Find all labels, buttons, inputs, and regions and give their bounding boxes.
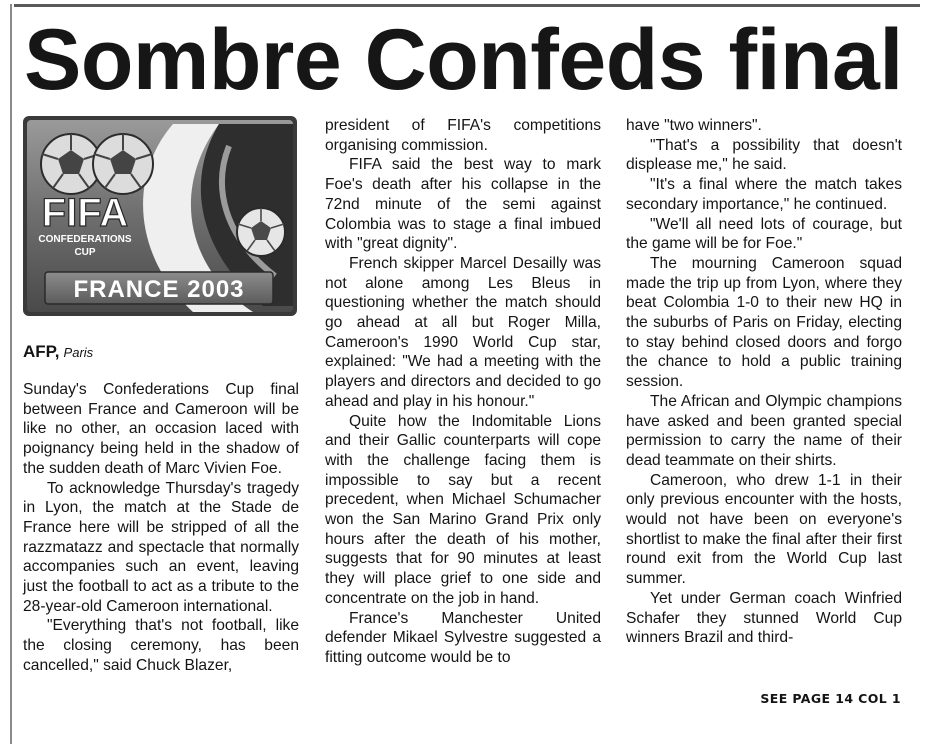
paragraph: "It's a final where the match takes secondary importance," he continued. bbox=[626, 176, 902, 213]
continued-jump-line: SEE PAGE 14 COL 1 bbox=[760, 691, 901, 706]
left-column-rule bbox=[10, 4, 12, 744]
paragraph: Cameroon, who drew 1-1 in their only previous encounter with the hosts, would not have been on everyone's shortlist to make the final after their first round exit from the World Cup last summer. bbox=[626, 471, 902, 588]
headline: Sombre Confeds final bbox=[24, 12, 903, 108]
fifa-confederations-cup-logo bbox=[23, 116, 297, 316]
article-column-2 bbox=[325, 116, 601, 668]
paragraph: French skipper Marcel Desailly was not alone among Les Bleus in questioning whether the match should go ahead at all but Roger Milla, Cameroon's 1990 World Cup star, explained: "We had a meeting with the players and directors and decided to go ahead and play in his honour." bbox=[325, 254, 601, 410]
byline-agency: AFP, bbox=[23, 342, 60, 361]
paragraph: Yet under German coach Winfried Schafer they stunned World Cup winners Brazil and third- bbox=[626, 589, 902, 647]
paragraph: To acknowledge Thursday's tragedy in Lyon, the match at the Stade de France here will be stripped of all the razzmatazz and spectacle that normally accompanies such an event, leaving just the football to act as a tribute to the 28-year-old Cameroon international. bbox=[23, 479, 299, 615]
paragraph: president of FIFA's competitions organising commission. bbox=[325, 117, 601, 154]
logo-wordmark: FIFA bbox=[41, 191, 129, 235]
top-rule bbox=[14, 4, 920, 7]
paragraph: "That's a possibility that doesn't displease me," he said. bbox=[626, 136, 902, 174]
logo-subtitle-line2: CUP bbox=[74, 247, 96, 258]
logo-banner-text: FRANCE 2003 bbox=[73, 276, 245, 303]
football-icon-small bbox=[237, 208, 285, 256]
paragraph: have "two winners". bbox=[626, 117, 762, 134]
paragraph: Sunday's Confederations Cup final between France and Cameroon will be like no other, an occasion laced with poignancy being held in the shadow of the sudden death of Marc Vivien Foe. bbox=[23, 381, 299, 477]
paragraph: Quite how the Indomitable Lions and their Gallic counterparts will cope with the challenge facing them is impossible to say but a recent precedent, when Michael Schumacher won the San Marino Grand Prix only hours after the death of his mother, suggests that for 90 minutes at least they will place grief to one side and concentrate on the job in hand. bbox=[325, 412, 601, 607]
football-icon-right bbox=[93, 134, 153, 194]
article-column-3 bbox=[626, 116, 902, 648]
byline bbox=[23, 342, 93, 363]
paragraph: "We'll all need lots of courage, but the game will be for Foe." bbox=[626, 215, 902, 253]
paragraph: FIFA said the best way to mark Foe's death after his collapse in the 72nd minute of the semi against Colombia was to stage a final imbued with "great dignity". bbox=[325, 156, 601, 253]
article-column-1 bbox=[23, 380, 299, 676]
paragraph: The mourning Cameroon squad made the trip up from Lyon, where they beat Colombia 1-0 to their new HQ in the suburbs of Paris on Friday, electing to stay behind closed doors and forgo the chance to hold a public training session. bbox=[626, 254, 902, 391]
byline-place: Paris bbox=[63, 345, 94, 360]
paragraph: The African and Olympic champions have asked and been granted special permission to carry the name of their dead teammate on their shirts. bbox=[626, 392, 902, 469]
logo-subtitle-line1: CONFEDERATIONS bbox=[38, 234, 132, 245]
paragraph: France's Manchester United defender Mikael Sylvestre suggested a fitting outcome would be to bbox=[325, 609, 601, 666]
logo-graphic bbox=[23, 116, 297, 316]
paragraph: "Everything that's not football, like the closing ceremony, has been cancelled," said Chuck Blazer, bbox=[23, 617, 299, 674]
